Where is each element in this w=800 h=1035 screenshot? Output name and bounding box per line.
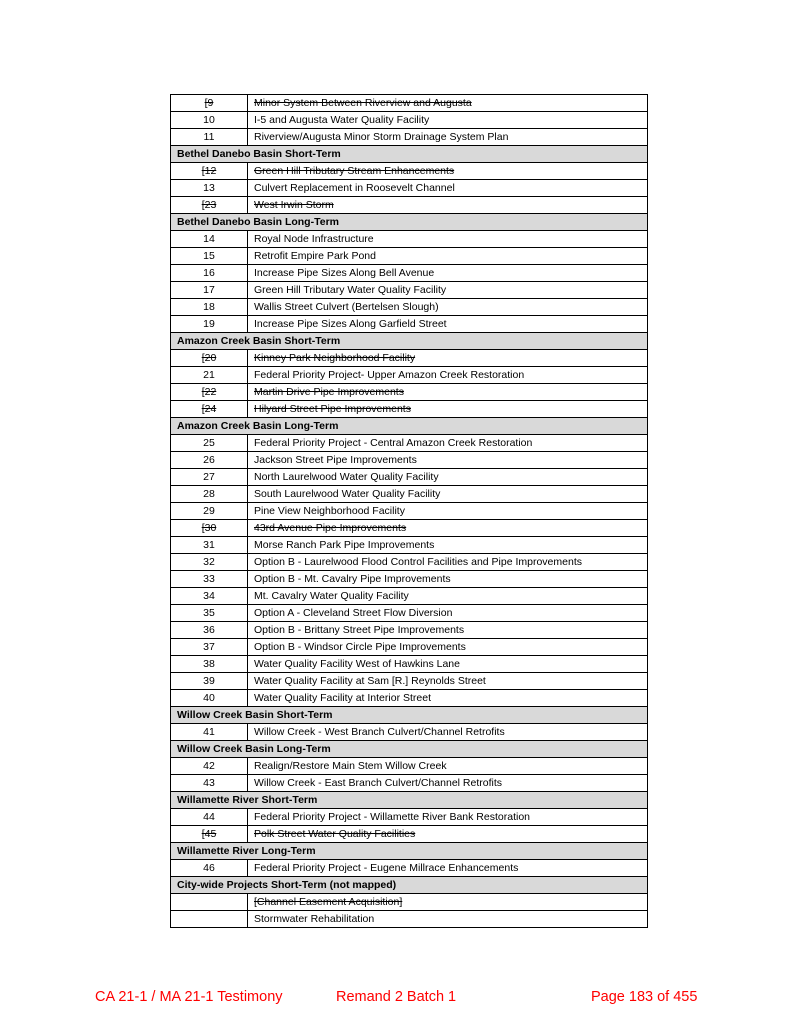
project-number: 32 (171, 554, 248, 571)
project-description: Royal Node Infrastructure (248, 231, 648, 248)
project-number: 39 (171, 673, 248, 690)
project-number: 42 (171, 758, 248, 775)
section-title: Willow Creek Basin Long-Term (171, 741, 648, 758)
project-description: Option B - Laurelwood Flood Control Facilities and Pipe Improvements (248, 554, 648, 571)
project-row (171, 571, 648, 588)
project-number: 34 (171, 588, 248, 605)
project-number: 15 (171, 248, 248, 265)
project-row (171, 758, 648, 775)
project-description: Option A - Cleveland Street Flow Diversion (248, 605, 648, 622)
projects-table-body (171, 95, 648, 928)
section-header-row (171, 707, 648, 724)
project-number: [45 (171, 826, 248, 843)
project-description: Minor System Between Riverview and Augusta (248, 95, 648, 112)
section-title: Bethel Danebo Basin Short-Term (171, 146, 648, 163)
project-row (171, 299, 648, 316)
project-row (171, 95, 648, 112)
section-title: Willow Creek Basin Short-Term (171, 707, 648, 724)
project-description: Federal Priority Project- Upper Amazon Creek Restoration (248, 367, 648, 384)
project-description: Hilyard Street Pipe Improvements (248, 401, 648, 418)
project-row (171, 605, 648, 622)
project-description: [Channel Easement Acquisition] (248, 894, 648, 911)
project-number: 17 (171, 282, 248, 299)
project-row (171, 350, 648, 367)
section-header-row (171, 418, 648, 435)
project-number: 28 (171, 486, 248, 503)
project-row (171, 384, 648, 401)
project-number: [22 (171, 384, 248, 401)
project-number: [12 (171, 163, 248, 180)
project-row (171, 537, 648, 554)
section-header-row (171, 214, 648, 231)
project-row (171, 639, 648, 656)
project-row (171, 469, 648, 486)
section-header-row (171, 877, 648, 894)
section-title: Willamette River Long-Term (171, 843, 648, 860)
project-row (171, 520, 648, 537)
project-number: 44 (171, 809, 248, 826)
project-row (171, 588, 648, 605)
project-description: I-5 and Augusta Water Quality Facility (248, 112, 648, 129)
project-number: 10 (171, 112, 248, 129)
footer-page-number: Page 183 of 455 (591, 989, 698, 1005)
project-description: Riverview/Augusta Minor Storm Drainage System Plan (248, 129, 648, 146)
project-number: [9 (171, 95, 248, 112)
project-row (171, 894, 648, 911)
project-row (171, 554, 648, 571)
project-description: 43rd Avenue Pipe Improvements (248, 520, 648, 537)
project-description: Increase Pipe Sizes Along Garfield Street (248, 316, 648, 333)
project-row (171, 316, 648, 333)
project-description: Polk Street Water Quality Facilities (248, 826, 648, 843)
project-row (171, 231, 648, 248)
project-description: Water Quality Facility West of Hawkins Lane (248, 656, 648, 673)
project-description: Culvert Replacement in Roosevelt Channel (248, 180, 648, 197)
project-row (171, 690, 648, 707)
section-title: Bethel Danebo Basin Long-Term (171, 214, 648, 231)
project-number: [30 (171, 520, 248, 537)
project-description: Martin Drive Pipe Improvements (248, 384, 648, 401)
project-number (171, 911, 248, 928)
project-number: 27 (171, 469, 248, 486)
project-number: 35 (171, 605, 248, 622)
project-description: Federal Priority Project - Central Amazon Creek Restoration (248, 435, 648, 452)
project-number: 33 (171, 571, 248, 588)
project-description: Stormwater Rehabilitation (248, 911, 648, 928)
project-description: Water Quality Facility at Interior Street (248, 690, 648, 707)
project-description: Wallis Street Culvert (Bertelsen Slough) (248, 299, 648, 316)
project-description: Green Hill Tributary Water Quality Facility (248, 282, 648, 299)
section-header-row (171, 146, 648, 163)
project-number: 38 (171, 656, 248, 673)
project-number: 19 (171, 316, 248, 333)
project-row (171, 911, 648, 928)
project-row (171, 401, 648, 418)
project-description: Mt. Cavalry Water Quality Facility (248, 588, 648, 605)
section-title: Willamette River Short-Term (171, 792, 648, 809)
section-header-row (171, 333, 648, 350)
project-number: 46 (171, 860, 248, 877)
project-row (171, 809, 648, 826)
project-description: Willow Creek - East Branch Culvert/Channel Retrofits (248, 775, 648, 792)
project-row (171, 860, 648, 877)
project-description: Increase Pipe Sizes Along Bell Avenue (248, 265, 648, 282)
project-number: [23 (171, 197, 248, 214)
project-description: Realign/Restore Main Stem Willow Creek (248, 758, 648, 775)
section-header-row (171, 792, 648, 809)
project-row (171, 724, 648, 741)
project-row (171, 180, 648, 197)
project-description: Pine View Neighborhood Facility (248, 503, 648, 520)
project-number: 43 (171, 775, 248, 792)
section-title: City-wide Projects Short-Term (not mapped) (171, 877, 648, 894)
project-row (171, 112, 648, 129)
project-row (171, 452, 648, 469)
project-description: Jackson Street Pipe Improvements (248, 452, 648, 469)
project-row (171, 265, 648, 282)
project-description: Federal Priority Project - Eugene Millrace Enhancements (248, 860, 648, 877)
project-description: Option B - Brittany Street Pipe Improvements (248, 622, 648, 639)
project-description: Kinney Park Neighborhood Facility (248, 350, 648, 367)
section-title: Amazon Creek Basin Long-Term (171, 418, 648, 435)
project-number (171, 894, 248, 911)
project-description: Option B - Mt. Cavalry Pipe Improvements (248, 571, 648, 588)
project-row (171, 673, 648, 690)
footer-batch-label: Remand 2 Batch 1 (336, 989, 457, 1005)
project-number: 13 (171, 180, 248, 197)
project-description: Morse Ranch Park Pipe Improvements (248, 537, 648, 554)
project-description: Retrofit Empire Park Pond (248, 248, 648, 265)
project-description: Water Quality Facility at Sam [R.] Reynolds Street (248, 673, 648, 690)
project-row (171, 486, 648, 503)
project-number: 25 (171, 435, 248, 452)
section-header-row (171, 741, 648, 758)
project-number: 21 (171, 367, 248, 384)
project-description: Federal Priority Project - Willamette River Bank Restoration (248, 809, 648, 826)
project-row (171, 129, 648, 146)
project-row (171, 656, 648, 673)
project-row (171, 367, 648, 384)
project-number: [20 (171, 350, 248, 367)
project-row (171, 622, 648, 639)
project-number: 18 (171, 299, 248, 316)
project-row (171, 435, 648, 452)
project-number: 16 (171, 265, 248, 282)
project-description: Willow Creek - West Branch Culvert/Channel Retrofits (248, 724, 648, 741)
project-row (171, 248, 648, 265)
project-row (171, 197, 648, 214)
project-number: 37 (171, 639, 248, 656)
project-description: North Laurelwood Water Quality Facility (248, 469, 648, 486)
project-row (171, 503, 648, 520)
project-row (171, 282, 648, 299)
project-number: 36 (171, 622, 248, 639)
project-row (171, 163, 648, 180)
footer-testimony-label: CA 21-1 / MA 21-1 Testimony (95, 989, 283, 1005)
project-description: Option B - Windsor Circle Pipe Improvements (248, 639, 648, 656)
project-row (171, 775, 648, 792)
project-number: 31 (171, 537, 248, 554)
section-header-row (171, 843, 648, 860)
project-number: 11 (171, 129, 248, 146)
section-title: Amazon Creek Basin Short-Term (171, 333, 648, 350)
project-number: [24 (171, 401, 248, 418)
project-description: Green Hill Tributary Stream Enhancements (248, 163, 648, 180)
project-description: West Irwin Storm (248, 197, 648, 214)
project-number: 41 (171, 724, 248, 741)
project-number: 29 (171, 503, 248, 520)
project-row (171, 826, 648, 843)
project-number: 14 (171, 231, 248, 248)
project-number: 26 (171, 452, 248, 469)
project-description: South Laurelwood Water Quality Facility (248, 486, 648, 503)
projects-table (170, 94, 648, 928)
project-number: 40 (171, 690, 248, 707)
